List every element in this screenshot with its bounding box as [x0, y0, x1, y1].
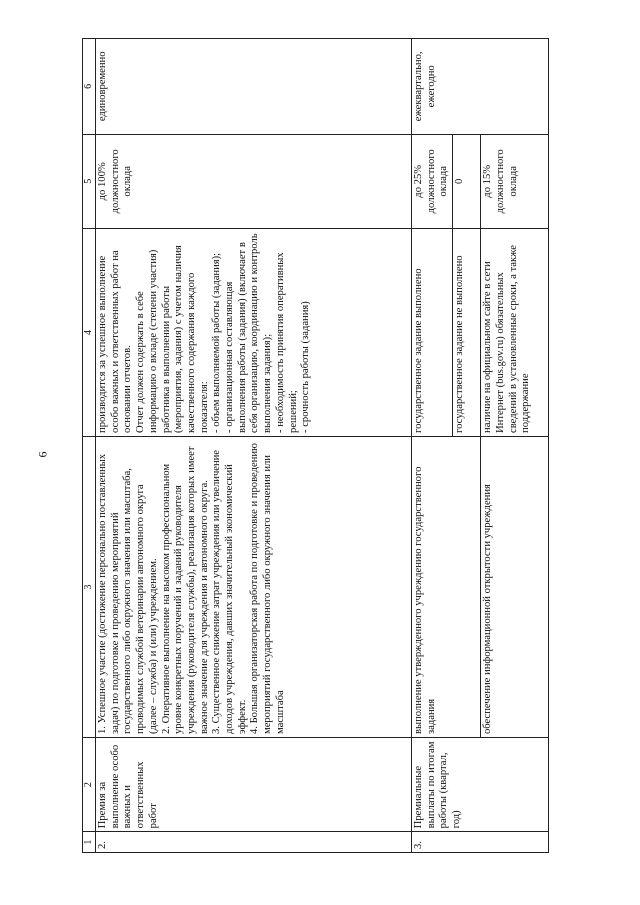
row-number: 2. [96, 832, 412, 853]
payment-name: Премиальные выплаты по итогам работы (квартал, год) [412, 738, 549, 832]
payment-amount: до 15% должностного оклада [481, 134, 549, 228]
header-col-3: 3 [83, 436, 96, 737]
payment-criterion: государственное задание не выполнено [453, 228, 481, 436]
header-col-2: 2 [83, 738, 96, 832]
row-number: 3. [412, 832, 549, 853]
header-col-1: 1 [83, 832, 96, 853]
payment-period: единовременно [96, 39, 412, 135]
payment-criterion: государственное задание выполнено [412, 228, 453, 436]
payment-period: ежеквартально, ежегодно [412, 39, 549, 135]
table-row [412, 39, 453, 853]
table-row [96, 39, 412, 853]
header-row [83, 39, 96, 853]
payment-amount: до 25% должностного оклада [412, 134, 453, 228]
payment-amount: до 100% должностного оклада [96, 134, 412, 228]
table-row [481, 39, 549, 853]
payment-criteria: производится за успешное выполнение особо важных и ответственных работ на основании отчетов. Отчет должен содержать в себе информацию о вкладе (степени участия) работника в выполнении работы (мероприятия, задания) с учетом наличия качественного содержания каждого показателя: - объем выполняемой работы (задания); - организационная составляющая выполнения работы (задания) (включает в себя организацию, координацию и контроль выполнения задания); - необходимость принятия оперативных решений; - срочность работы (задания) [96, 228, 412, 436]
payment-condition: выполнение утвержденного учреждению государственного задания [412, 436, 481, 737]
header-col-5: 5 [83, 134, 96, 228]
premium-table [82, 38, 549, 853]
payment-criterion: наличие на официальном сайте в сети Интернет (bus.gov.ru) обязательных сведений в установленные сроки, а также поддержание [481, 228, 549, 436]
page-number: 6 [35, 451, 50, 458]
header-col-4: 4 [83, 228, 96, 436]
payment-condition: обеспечение информационной открытости учреждения [481, 436, 549, 737]
payment-name: Премия за выполнение особо важных и ответственных работ [96, 738, 412, 832]
payment-amount: 0 [453, 134, 481, 228]
payment-conditions: 1. Успешное участие (достижение персонально поставленных задач) по подготовке и проведению мероприятий государственного либо окружного значения или масштаба, проводимых службой ветеринарии автономного округа (далее – служба) и (или) учреждением. 2. Оперативное выполнение на высоком профессиональном уровне конкретных поручений и заданий руководителя учреждения (руководителя службы), реализация которых имеет важное значение для учреждения и автономного округа. 3. Существенное снижение затрат учреждения или увеличение доходов учреждения, давших значительный экономический эффект. 4. Большая организаторская работа по подготовке и проведению мероприятий государственного либо окружного значения или масштаба [96, 436, 412, 737]
header-col-6: 6 [83, 39, 96, 135]
